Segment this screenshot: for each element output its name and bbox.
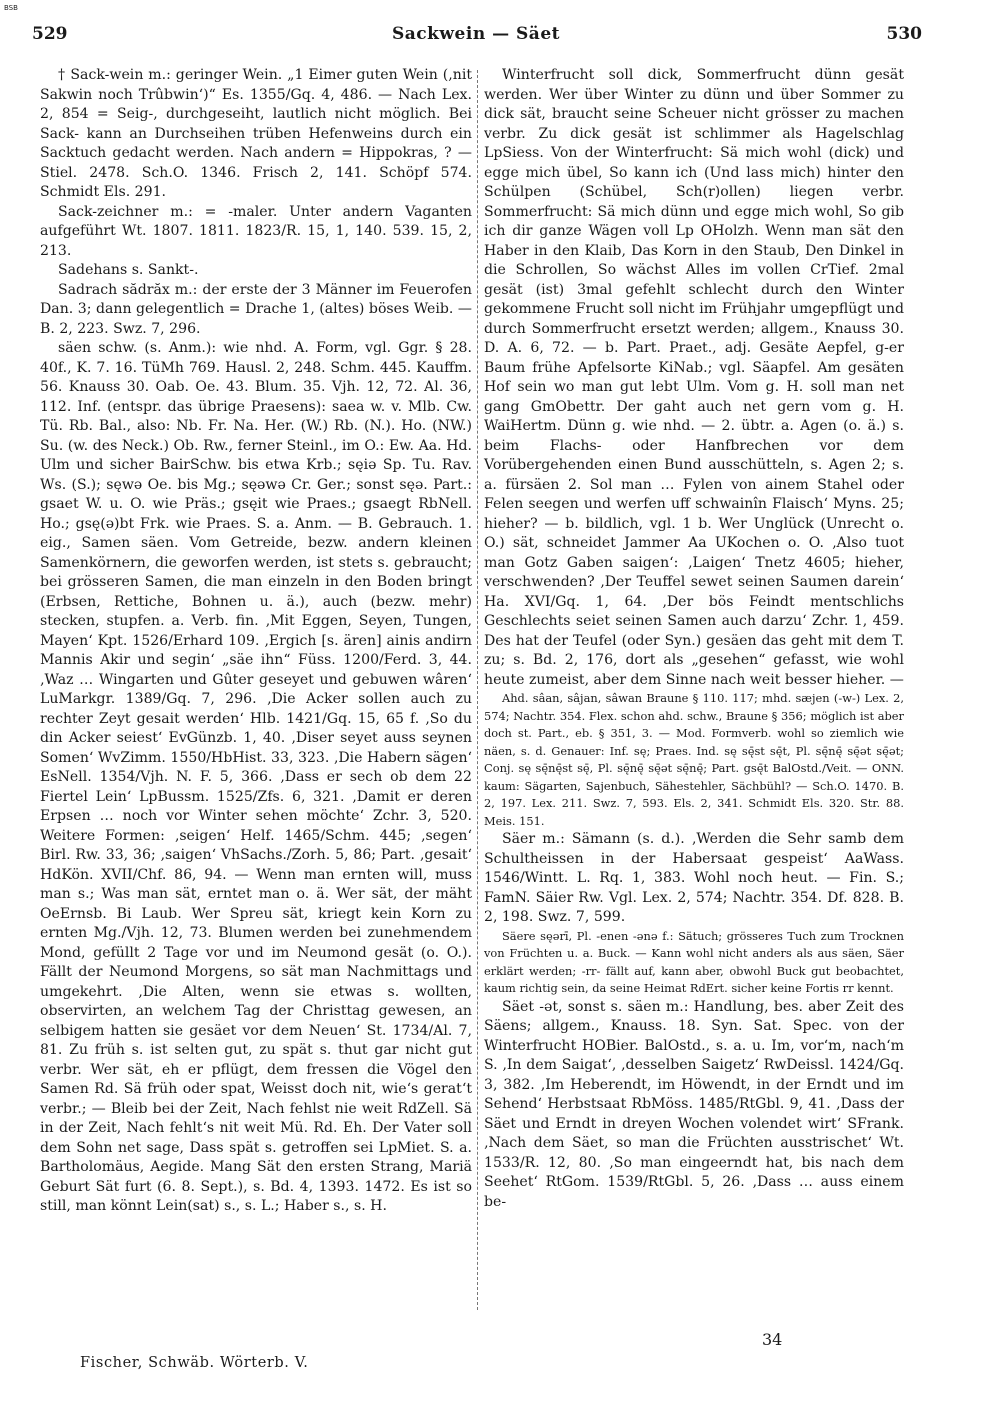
footer-signature: Fischer, Schwäb. Wörterb. V. (80, 1355, 309, 1371)
page-number-right: 530 (886, 24, 922, 44)
page-header (30, 24, 922, 48)
entry-saere: Säere sęərī, Pl. -enen -ənə f.: Sätuch; grösseres Tuch zum Trocknen von Früchten u. a. Buck. — Kann wohl nicht anders als aus säen, Säer erklärt werden; -rr- fällt auf, kann aber, obwohl Buck gut beobachtet, kaum richtig sein, da seine Heimat RdErt. sicher keine Fortis rr kennt. (484, 928, 904, 995)
page-number-left: 529 (32, 24, 68, 44)
column-divider (477, 70, 478, 1310)
left-column (40, 66, 472, 1217)
entry-sackzeichner: Sack-zeichner m.: = -maler. Unter andern Vaganten aufgeführt Wt. 1807. 1811. 1823/R. 15, 1, 140. 539. 15, 2, 213. (40, 203, 472, 259)
entry-sackwein: † Sack-wein m.: geringer Wein. „1 Eimer guten Wein (,nit Sakwin noch Trûbwin‘)“ Es. 1355/Gq. 4, 486. — Nach Lex. 2, 854 = Seig-, durchgeseiht, lautlich nicht möglich. Bei Sack- kann an Durchseihen trüben Hefenweins durch ein Sacktuch gedacht werden. Nach andern = Hippokras, ? — Stiel. 2478. Sch.O. 1346. Frisch 2, 141. Schöpf 574. Schmidt Els. 291. (40, 67, 472, 200)
entry-saen-continued: Winterfrucht soll dick, Sommerfrucht dünn gesät werden. Wer über Winter zu dünn und über Sommer zu dick sät, braucht seine Scheuer nicht grösser zu machen verbr. Zu dick gesät ist schlimmer als Hagelschlag LpSiess. Von der Winterfrucht: Sä mich wohl (dick) und egge mich übel, So kann ich (Und lass mich) hinter den Schülpen (Schübel, Sch(r)ollen) liegen verbr. Sommerfrucht: Sä mich dünn und egge mich wohl, So gib ich dir ganze Wägen voll Lp OHolzh. Wenn man sät den Haber in den Klaib, Das Korn in den Staub, Den Dinkel in die Schrollen, So wächst Alles im vollen CrTief. 2mal gesät (ist) 3mal gefehlt schlecht durch den Winter gekommene Frucht soll nicht im Frühjahr umgepflügt und durch Sommerfrucht ersetzt werden; allgem., Knauss 30. D. A. 6, 72. — b. Part. Praet., adj. Gesäte Aepfel, g-er Baum frühe Apfelsorte KiNab.; vgl. Säapfel. Am gesäten Hof sein wo man gut lebt Ulm. Vom g. H. soll man net gang GmObettr. Der gaht auch net gern vom g. H. WaiHertm. Dünn g. wie nhd. — 2. übtr. a. Agen (o. ä.) s. beim Flachs- oder Hanfbrechen vor dem Vorübergehenden einen Bund ausschütteln, s. Agen 2; s. a. fürsäen 2. Sol man … Fylen von ainem Stahel oder Felen seegen und werfen uff schwainîn Flaisch‘ Myns. 25; hieher? — b. bildlich, vgl. 1 b. Wer Unglück (Unrecht o. O.) sät, schneidet Jammer Aa UKochen o. O. ‚Also tuot man Gotz Gaben saigen‘: ‚Laigen‘ Tnetz 4605; hieher, verschwenden? ‚Der Teuffel sewet seinen Saumen darein‘ Ha. XVI/Gq. 1, 64. ‚Der bös Feindt mentschlichs Geschlechts seiet seinen Samen auch darzu‘ Zchr. 1, 459. Des hat der Teufel (oder Syn.) gesäen das geht mit dem T. zu; s. Bd. 2, 176, dort als „gesehen“ gefasst, wie wohl heute zumeist, aber dem Sinne nach weit besser hieher. — (484, 67, 904, 688)
entry-saen-etymology-note: Ahd. sâan, sâjan, sâwan Braune § 110. 117; mhd. sæjen (-w-) Lex. 2, 574; Nachtr. 354. Flex. schon ahd. schw., Braune § 356; möglich ist aber doch st. Part., eb. § 351, 3. — Mod. Formverb. wohl so ziemlich wie näen, s. d. Genauer: Inf. sę; Praes. Ind. sę sę̄st sę̄t, Pl. sę̄nę̄ sę̄ət sę̄ət; Conj. sę sę̄nę̄st sę̄, Pl. sę̄nę̄ sę̄ət sę̄nę̄; Part. gsę̄t BalOstd./Veit. — ONN. kaum: Sägarten, Sajenbuch, Sähestehler, Sächbühl? — Sch.O. 1470. B. 2, 197. Lex. 211. Swz. 7, 593. Els. 2, 341. Schmidt Els. 320. Str. 88. Meis. 151. (484, 691, 904, 828)
entry-sadrach: Sadrach sădrăx m.: der erste der 3 Männer im Feuerofen Dan. 3; dann gelegentlich = Drache 1, (altes) böses Weib. — B. 2, 223. Swz. 7, 296. (40, 281, 472, 337)
entry-sadehans: Sadehans s. Sankt-. (58, 262, 199, 278)
entry-saer: Säer m.: Sämann (s. d.). ‚Werden die Sehr samb dem Schultheissen in der Habersaat gespeist‘ AaWass. 1546/Wintt. L. Rq. 1, 383. Wohl noch heut. — Fin. S.; FamN. Säier Rw. Vgl. Lex. 2, 574; Nachtr. 354. Df. 828. B. 2, 198. Swz. 7, 599. (484, 831, 904, 925)
footer-sheet-number: 34 (762, 1330, 783, 1349)
entry-saen: säen schw. (s. Anm.): wie nhd. A. Form, vgl. Ggr. § 28. 40f., K. 7. 16. TüMh 769. Hausl. 2, 248. Schm. 445. Kauffm. 56. Knauss 30. Oab. Oe. 43. Blum. 35. Vjh. 12, 72. Al. 36, 112. Inf. (entspr. das übrige Praesens): saea w. v. Mlb. Cw. Tü. Rb. Bal., also: Nb. Fr. Na. Her. (W.) Rb. (N.). Ho. (NW.) Su. (w. des Neck.) Ob. Rw., ferner Steinl., im O.: Ew. Aa. Hd. Ulm und sicher BairSchw. bis etwa Krb.; sęiə Sp. Tu. Rav. Ws. (S.); sęwə Oe. bis Mg.; sęəwə Cr. Ger.; sonst sęə. Part.: gsaet W. u. O. wie Präs.; gsęit wie Praes.; gsaegt RbNell. Ho.; gsę(ə)bt Frk. wie Praes. S. a. Anm. — B. Gebrauch. 1. eig., Samen säen. Vom Getreide, bezw. andern kleinen Samenkörnern, die geworfen werden, ist stets s. gebraucht; bei grösseren Samen, die man einzeln in den Boden bringt (Erbsen, Rettiche, Bohnen u. ä.), auch (bezw. mehr) stecken, stupfen. a. Verb. fin. ‚Mit Eggen, Seyen, Tungen, Mayen‘ Kpt. 1526/Erhard 109. ‚Ergich [s. ären] ainis andirn Mannis Akir und segin‘ „säe ihn“ Füss. 1200/Ferd. 3, 44. ‚Waz … Wingarten und Gûter geseyet und gebuwen wâren‘ LuMarkgr. 1389/Gq. 7, 296. ‚Die Acker sollen auch zu rechter Zeyt gesait werden‘ Hlb. 1421/Gq. 15, 65 f. ‚So du din Acker seiest‘ EvGünzb. 1, 40. ‚Diser seyet auss seynen Somen‘ WvZimm. 1550/HbHist. 33, 323. ‚Die Habern sägen‘ EsNell. 1354/Vjh. N. F. 5, 366. ‚Dass er sech ob dem 22 Fiertel Lein‘ LpBussm. 1525/Zfs. 6, 321. ‚Damit er deren Erpsen … noch vor Winter sehen möchte‘ Zchr. 3, 520. Weitere Formen: ‚seigen‘ Helf. 1465/Schm. 445; ‚segen‘ Birl. Rw. 33, 36; ‚saigen‘ VhSachs./Zorh. 5, 86; Part. ‚gesait‘ HdKön. XVII/Chf. 86, 94. — Wenn man ernten will, muss man s.; Was man sät, erntet man o. ä. Wer sät, der mäht OeErnsb. Bi Laub. Wer Spreu sät, kriegt kein Korn zu ernten Mg./Vjh. 12, 73. Blumen werden bei zunehmendem Mond, gefüllt 2 Tage vor und im Neumond gesät (o. O.). Fällt der Neumond Morgens, so sät man Nachmittags und umgekehrt. ‚Die Alten, wenn sie etwas s. wollten, observirten, an welchem Tag der Christtag gewesen, an selbigem hatten sie gesäet vor dem Neuen‘ St. 1734/Al. 7, 81. Zu früh s. ist selten gut, zu spät s. thut gar nicht gut verbr. Wer sät, eh er pflügt, dem fressen die Vögel den Samen Rd. Sä früh oder spat, Weisst doch nit, wie‘s gerat‘t verbr.; — Bleib bei der Zeit, Nach fehlst nie weit RdZell. Sä in der Zeit, Nach fehlt‘s nit weit Mü. Rd. Eh. Der Vater soll dem Sohn net sage, Dass spät s. getroffen sei LpMiet. S. a. Bartholomäus, Aegide. Mang Sät den ersten Strang, Mariä Geburt Sät furt (6. 8. Sept.), s. Bd. 4, 1393. 1472. Es ist so still, man könnt Lein(sat) s., s. L.; Haber s., s. H. (40, 340, 472, 1214)
library-stamp: BSB (4, 4, 18, 12)
right-column (484, 66, 904, 1212)
page-title: Sackwein — Säet (392, 24, 560, 44)
entry-saet: Säet -ət, sonst s. säen m.: Handlung, bes. aber Zeit des Säens; allgem., Knauss. 18. Syn. Sat. Spec. von der Winterfrucht HOBier. BalOstd., s. a. u. Im, vor‘m, nach‘m S. ‚In dem Saigat‘, ‚desselben Saigetz‘ RwDeissl. 1424/Gq. 3, 382. ‚Im Heberendt, im Höwendt, in der Erndt und im Sehend‘ Herbstsaat RbMöss. 1485/RtGbl. 9, 41. ‚Dass der Säet und Erndt in dreyen Wochen volendet wirt‘ SFrank. ‚Nach dem Säet, so man die Früchten ausstrischet‘ Wt. 1533/R. 12, 80. ‚So man eingeerndt hat, bis nach dem Seehet‘ RtGom. 1539/RtGbl. 5, 26. ‚Dass … auss einem be- (484, 998, 904, 1210)
